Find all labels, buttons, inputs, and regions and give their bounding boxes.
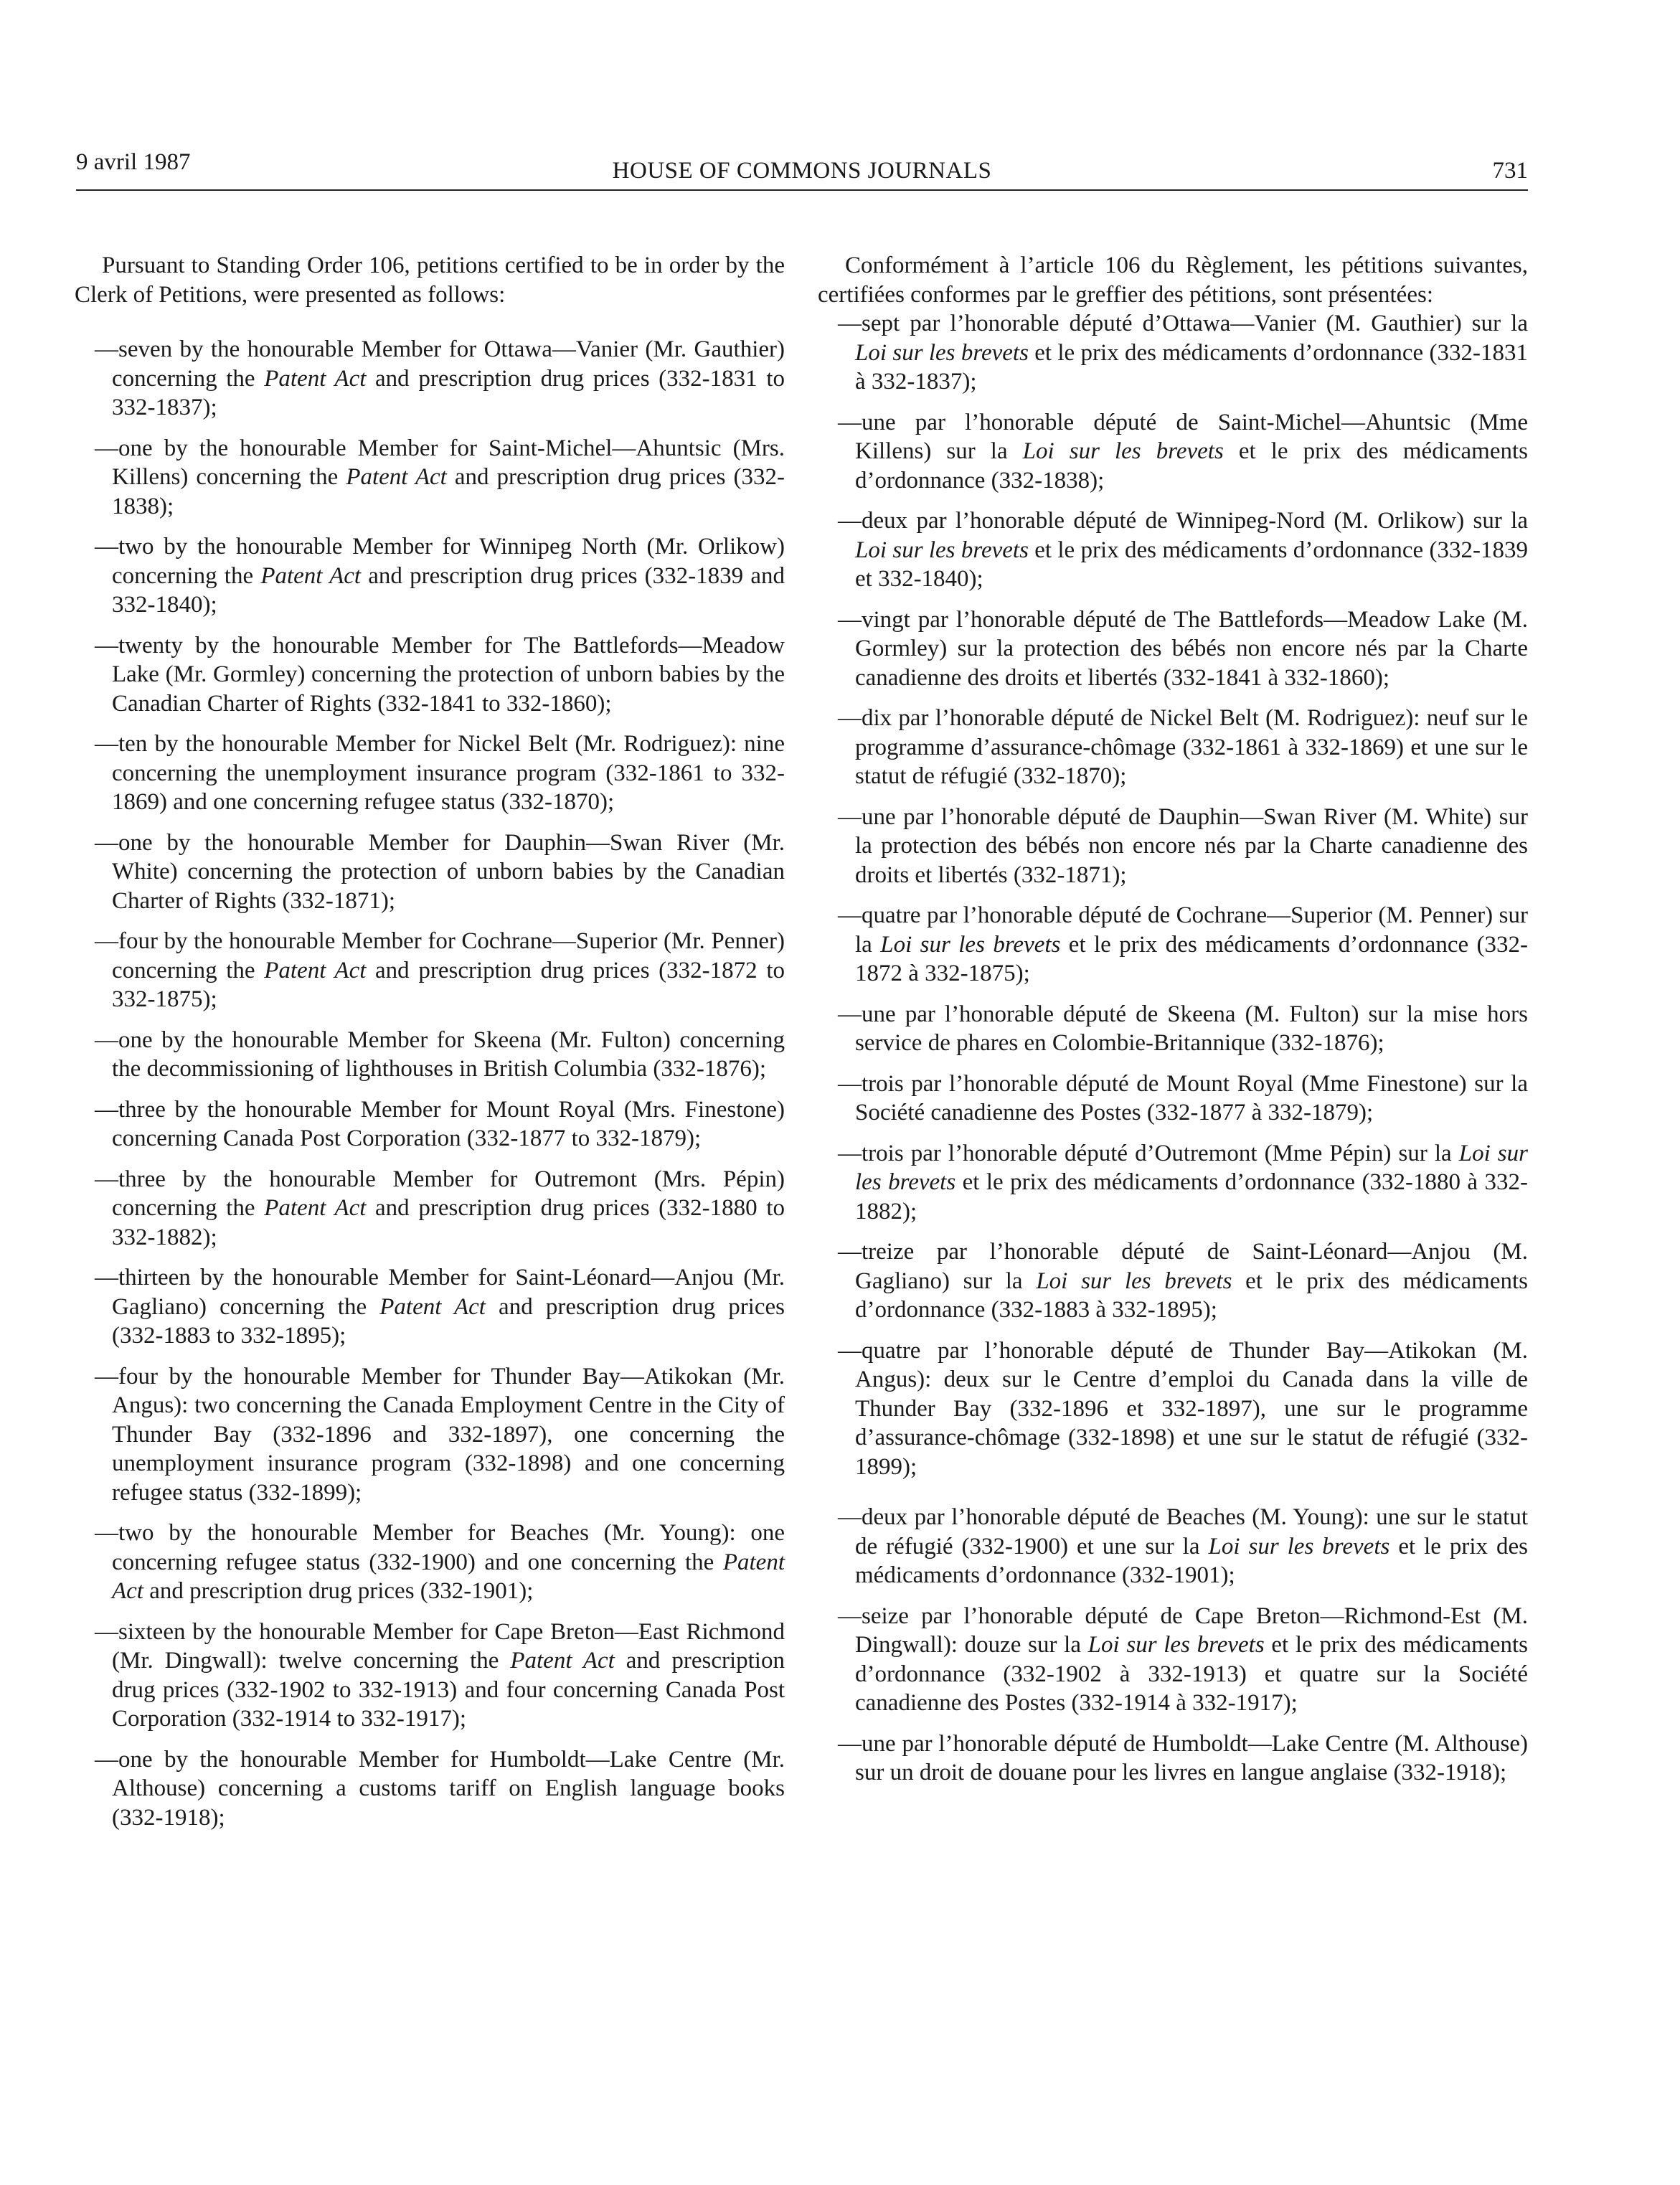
act-title: Patent Act xyxy=(264,957,367,983)
french-intro: Conformément à l’article 106 du Règlement, les pétitions suivantes, certifiées conformes par le greffier des pétitions, sont présentées: xyxy=(818,253,1528,308)
petition-text: —four by the honourable Member for Thunder Bay—Atikokan (Mr. Angus): two concerning the Canada Employment Centre in the City of Thunder Bay (332-1896 and 332-1897), one concerning the unemployment insurance program (332-1898) and one concerning refugee status (332-1899); xyxy=(95,1363,785,1506)
petition-text: —deux par l’honorable député de Beaches (M. Young): une sur le statut de réfugié (332-1900) et une sur la xyxy=(838,1504,1528,1559)
act-title: Patent Act xyxy=(346,464,447,490)
petition-text: et le prix des médicaments d’ordonnance (332-1880 à 332-1882); xyxy=(855,1169,1528,1224)
page-header xyxy=(76,149,1528,189)
header-date: 9 avril 1987 xyxy=(76,149,191,175)
petition-text: et le prix des médicaments d’ordonnance (332-1838); xyxy=(855,438,1528,494)
petition-text: —treize par l’honorable député de Saint-Léonard—Anjou (M. Gagliano) sur la xyxy=(838,1239,1528,1294)
petition-text: and prescription drug prices (332-1838); xyxy=(112,464,785,519)
petition-text: —one by the honourable Member for Humboldt—Lake Centre (Mr. Althouse) concerning a customs tariff on English language books (332-1918); xyxy=(95,1746,785,1831)
petition-item xyxy=(75,434,785,522)
petition-text: —two by the honourable Member for Beaches (Mr. Young): one concerning refugee status (332-1900) and one concerning the xyxy=(95,1520,785,1575)
act-title: Loi sur les brevets xyxy=(855,537,1029,563)
act-title: Loi sur les brevets xyxy=(880,931,1061,958)
petition-text: —trois par l’honorable député d’Outremont (Mme Pépin) sur la xyxy=(838,1140,1459,1166)
petition-item xyxy=(75,1519,785,1606)
french-column xyxy=(818,251,1528,1799)
petition-item xyxy=(818,408,1528,496)
petition-text: —une par l’honorable député de Dauphin—Swan River (M. White) sur la protection des bébés non encore nés par la Charte canadienne des droits et libertés (332-1871); xyxy=(838,803,1528,888)
journal-title: HOUSE OF COMMONS JOURNALS xyxy=(612,158,992,184)
petition-item xyxy=(818,1139,1528,1227)
petition-text: et le prix des médicaments d’ordonnance (332-1883 à 332-1895); xyxy=(855,1268,1528,1323)
petition-text: —ten by the honourable Member for Nickel Belt (Mr. Rodriguez): nine concerning the unemployment insurance program (332-1861 to 332-1869) and one concerning refugee status (332-1870); xyxy=(95,731,785,815)
petition-text: —seize par l’honorable député de Cape Breton—Richmond-Est (M. Dingwall): douze sur la xyxy=(838,1603,1528,1658)
petition-text: —sixteen by the honourable Member for Cape Breton—East Richmond (Mr. Dingwall): twelve concerning the xyxy=(95,1618,785,1674)
petition-text: —four by the honourable Member for Cochrane—Superior (Mr. Penner) concerning the xyxy=(95,928,785,983)
petition-item xyxy=(75,829,785,916)
petition-item xyxy=(75,1618,785,1734)
petition-text: and prescription drug prices (332-1901); xyxy=(143,1578,534,1604)
act-title: Loi sur les brevets xyxy=(1036,1268,1232,1294)
act-title: Patent Act xyxy=(379,1293,486,1320)
petition-text: —three by the honourable Member for Mount Royal (Mrs. Finestone) concerning Canada Post Corporation (332-1877 to 332-1879); xyxy=(95,1096,785,1151)
petition-text: et le prix des médicaments d’ordonnance (332-1872 à 332-1875); xyxy=(855,931,1529,986)
petition-item xyxy=(818,506,1528,594)
petition-text: and prescription drug prices (332-1883 to 332-1895); xyxy=(112,1293,785,1349)
petition-item xyxy=(818,704,1528,791)
petition-text: —sept par l’honorable député d’Ottawa—Vanier (M. Gauthier) sur la xyxy=(838,311,1528,336)
petition-item xyxy=(75,532,785,620)
english-petition-list xyxy=(75,335,785,1832)
act-title: Loi sur les brevets xyxy=(1087,1632,1265,1658)
petition-text: —une par l’honorable député de Saint-Michel—Ahuntsic (Mme Killens) sur la xyxy=(838,409,1528,464)
petition-item xyxy=(818,901,1528,988)
act-title: Patent Act xyxy=(264,1195,367,1221)
petition-item xyxy=(818,1237,1528,1325)
act-title: Patent Act xyxy=(510,1648,615,1674)
act-title: Patent Act xyxy=(112,1549,785,1604)
petition-text: —deux par l’honorable député de Winnipeg-Nord (M. Orlikow) sur la xyxy=(838,508,1528,534)
petition-item xyxy=(818,1602,1528,1718)
petition-text: et le prix des médicaments d’ordonnance (332-1839 et 332-1840); xyxy=(855,537,1528,592)
petition-text: —quatre par l’honorable député de Cochrane—Superior (M. Penner) sur la xyxy=(838,902,1528,958)
petition-item xyxy=(75,335,785,423)
english-column xyxy=(75,251,785,1844)
petition-text: —one by the honourable Member for Dauphin—Swan River (Mr. White) concerning the protection of unborn babies by the Canadian Charter of Rights (332-1871); xyxy=(95,829,785,914)
petition-item xyxy=(75,1263,785,1351)
petition-item xyxy=(818,605,1528,693)
header-rule xyxy=(76,189,1528,191)
petition-item xyxy=(75,631,785,719)
petition-text: —one by the honourable Member for Skeena (Mr. Fulton) concerning the decommissioning of lighthouses in British Columbia (332-1876); xyxy=(95,1027,785,1082)
petition-text: —twenty by the honourable Member for The Battlefords—Meadow Lake (Mr. Gormley) concerning the protection of unborn babies by the Canadian Charter of Rights (332-1841 to 332-1860); xyxy=(95,632,785,717)
act-title: Loi sur les brevets xyxy=(855,339,1029,366)
petition-text: and prescription drug prices (332-1880 to 332-1882); xyxy=(112,1195,785,1250)
french-petition-list xyxy=(818,309,1528,1788)
page-number: 731 xyxy=(1492,158,1528,184)
petition-item xyxy=(818,309,1528,397)
petition-text: et le prix des médicaments d’ordonnance (332-1831 à 332-1837); xyxy=(855,339,1528,395)
petition-item xyxy=(818,1070,1528,1128)
petition-item xyxy=(818,1000,1528,1058)
petition-item xyxy=(818,1503,1528,1590)
petition-text: —thirteen by the honourable Member for Saint-Léonard—Anjou (Mr. Gagliano) concerning the xyxy=(95,1265,785,1320)
petition-item xyxy=(75,1362,785,1508)
act-title: Loi sur les brevets xyxy=(855,1140,1528,1195)
petition-text: et le prix des médicaments d’ordonnance (332-1901); xyxy=(855,1533,1529,1588)
petition-item xyxy=(75,1745,785,1833)
act-title: Patent Act xyxy=(260,562,362,589)
petition-item xyxy=(75,1165,785,1252)
act-title: Loi sur les brevets xyxy=(1022,438,1224,464)
petition-text: —vingt par l’honorable député de The Battlefords—Meadow Lake (M. Gormley) sur la protection des bébés non encore nés par la Charte canadienne des droits et libertés (332-1841 à 332-1860); xyxy=(838,606,1528,691)
petition-text: —une par l’honorable député de Skeena (M. Fulton) sur la mise hors service de phares en Colombie-Britannique (332-1876); xyxy=(838,1001,1528,1056)
petition-text: —one by the honourable Member for Saint-Michel—Ahuntsic (Mrs. Killens) concerning the xyxy=(95,435,785,490)
petition-text: —three by the honourable Member for Outremont (Mrs. Pépin) concerning the xyxy=(95,1166,785,1221)
petition-text: —dix par l’honorable député de Nickel Belt (M. Rodriguez): neuf sur le programme d’assurance-chômage (332-1861 à 332-1869) et une sur le statut de réfugié (332-1870); xyxy=(838,705,1528,789)
act-title: Patent Act xyxy=(264,365,367,392)
petition-item xyxy=(818,1729,1528,1788)
petition-text: and prescription drug prices (332-1831 to 332-1837); xyxy=(112,365,785,420)
petition-text: et le prix des médicaments d’ordonnance (332-1902 à 332-1913) et quatre sur la Société canadienne des Postes (332-1914 à 332-1917); xyxy=(855,1632,1528,1716)
petition-text: —two by the honourable Member for Winnipeg North (Mr. Orlikow) concerning the xyxy=(95,534,785,589)
petition-item xyxy=(75,730,785,817)
petition-item xyxy=(75,1026,785,1084)
act-title: Loi sur les brevets xyxy=(1208,1533,1390,1559)
petition-text: —trois par l’honorable député de Mount Royal (Mme Finestone) sur la Société canadienne des Postes (332-1877 à 332-1879); xyxy=(838,1070,1528,1125)
petition-item xyxy=(75,927,785,1014)
petition-text: —quatre par l’honorable député de Thunder Bay—Atikokan (M. Angus): deux sur le Centre d’emploi du Canada dans la ville de Thunder Bay (332-1896 et 332-1897), une sur le programme d’assurance-chômage (332-1898) et une sur le statut de réfugié (332-1899); xyxy=(838,1337,1528,1480)
petition-text: and prescription drug prices (332-1902 to 332-1913) and four concerning Canada Post Corporation (332-1914 to 332-1917); xyxy=(112,1648,785,1732)
petition-item xyxy=(818,1336,1528,1482)
petition-text: and prescription drug prices (332-1872 to 332-1875); xyxy=(112,957,785,1012)
english-intro: Pursuant to Standing Order 106, petitions certified to be in order by the Clerk of Petitions, were presented as follows: xyxy=(75,253,785,308)
petition-item xyxy=(818,803,1528,890)
petition-text: —une par l’honorable député de Humboldt—Lake Centre (M. Althouse) sur un droit de douane pour les livres en langue anglaise (332-1918); xyxy=(838,1730,1528,1785)
petition-text: and prescription drug prices (332-1839 and 332-1840); xyxy=(112,562,785,618)
petition-item xyxy=(75,1095,785,1153)
petition-text: —seven by the honourable Member for Ottawa—Vanier (Mr. Gauthier) concerning the xyxy=(95,336,785,392)
